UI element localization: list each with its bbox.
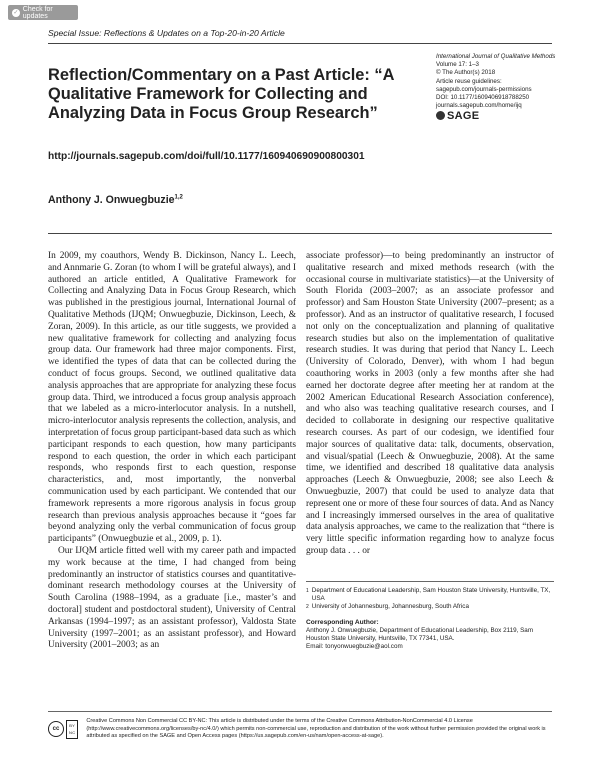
affiliation-number: 1	[306, 588, 309, 594]
journal-reuse: Article reuse guidelines:	[436, 77, 502, 85]
publisher-logo	[436, 111, 566, 120]
journal-volume: Volume 17: 1–3	[436, 61, 480, 69]
journal-home[interactable]: journals.sagepub.com/home/ijq	[436, 102, 522, 110]
footnote-divider	[306, 581, 554, 582]
sage-logo-icon	[436, 111, 445, 120]
affiliation-number: 2	[306, 604, 309, 611]
check-icon: ✓	[13, 9, 19, 16]
journal-permissions[interactable]: sagepub.com/journals-permissions	[436, 85, 532, 93]
affiliation	[306, 603, 554, 611]
publisher-name: SAGE	[447, 109, 480, 122]
corresponding-text: Anthony J. Onwuegbuzie, Department of Educational Leadership, Box 2119, Sam Houston State University, Huntsville, TX 77341, USA.	[306, 626, 534, 643]
article-title: Reflection/Commentary on a Past Article: “A Qualitative Framework for Collecting and Analyzing Data in Focus Group Research”	[48, 66, 394, 122]
paragraph: associate professor)—to being predominantly an instructor of qualitative research and mixed methods research (with the occasional course in multivariate statistics)—at the University of South Florida (2003–2007; as an associate professor and professor) and Sam Houston State University (2007–present; as a professor). And as an instructor of qualitative research, I focused not only on the conceptualization and planning of qualitative research studies but also on the implementation of qualitative research studies. It was during that period that Nancy L. Leech (University of Colorado, Denver), with whom I had begun coauthoring works in 2003 (only a few months after she had earned her doctorate degree after meeting her at random at the 2002 American Educational Research Association conference), and who also was teaching qualitative research courses, and I decided to collaborate in designing our respective qualitative research courses. As part of our codesign, we identified four major sources of qualitative data: talk, documents, observation, and visual/spatial (Leech & Onwuegbuzie, 2008). At the same time, we identified and described 18 qualitative data analysis approaches (Leech & Onwuegbuzie, 2008; see also Leech & Onwuegbuzie, 2007) that could be used to analyze data that represent one or more of these four sources of data. And as Nancy and I increasingly immersed ourselves in the area of qualitative data analysis approaches, we came to the realization that “there is very little specific information regarding how to analyze focus group data . . . or	[306, 251, 554, 556]
article-url[interactable]: http://journals.sagepub.com/doi/full/10.1177/160940690900800301	[48, 151, 365, 162]
cc-by-label: BY	[69, 722, 76, 728]
check-for-updates-label: Check for updates	[22, 5, 53, 20]
license-divider	[48, 711, 552, 712]
cc-icon: cc	[48, 721, 64, 737]
affiliation-text: University of Johannesburg, Johannesburg, South Africa	[311, 603, 469, 611]
journal-meta	[436, 53, 566, 120]
affiliation	[306, 587, 554, 603]
affiliation-text: Department of Educational Leadership, Sam Houston State University, Huntsville, TX, USA	[311, 587, 551, 603]
corresponding-heading: Corresponding Author:	[306, 618, 379, 626]
author-affiliation-sup: 1,2	[174, 194, 183, 201]
license-text: Creative Commons Non Commercial CC BY-NC: This article is distributed under the terms of the Creative Commons Attribution-NonCommercial 4.0 License (http://www.creativecommons.org/licenses/by-nc/4.0/) which permits non-commercial use, reproduction and distribution of the work without further permission provided the original work is attributed as specified on the SAGE and Open Access pages (https://us.sagepub.com/en-us/nam/open-access-at-sage).	[86, 718, 546, 740]
header-divider	[48, 43, 552, 44]
journal-doi[interactable]: DOI: 10.1177/1609406918788250	[436, 94, 530, 102]
cc-nc-label: NC	[69, 730, 76, 736]
author-name: Anthony J. Onwuegbuzie	[48, 194, 175, 206]
check-for-updates-badge[interactable]	[8, 5, 78, 20]
corresponding-email[interactable]: Email: tonyonwuegbuzie@aol.com	[306, 643, 403, 651]
license-block	[48, 718, 552, 741]
paragraph: Our IJQM article fitted well with my career path and impacted my work because at the time, I had changed from being predominantly an instructor of statistics courses and quantitative-dominant research methodology courses at the University of South Carolina (1988–1994, as a graduate [i.e., master’s and doctoral] student and postdoctoral student), University of Central Arkansas (1994–1997; as an assistant professor), Valdosta State University (1997–2001; as an assistant professor), and Howard University (2001–2003; as an	[48, 545, 296, 651]
paragraph: In 2009, my coauthors, Wendy B. Dickinson, Nancy L. Leech, and Annmarie G. Zoran (to whom I will be grateful always), and I authored an article entitled, A Qualitative Framework for Collecting and Analyzing Data in Focus Group Research, which was published in the prestigious journal, International Journal of Qualitative Methods (IJQM; Onwuegbuzie, Dickinson, Leech, & Zoran, 2009). In this article, as our title suggests, we provided a new qualitative framework for collecting and analyzing focus group data. Our framework had three major components. First, we identified the types of data that can be collected during the conduct of focus groups. Second, we outlined qualitative data analysis approaches that are appropriate for analyzing these focus group data. Third, we introduced a focus group analysis approach that we labeled as a micro-interlocutor analysis. In a nutshell, micro-interlocutor analysis represents the collection, analysis, and interpretation of focus group participant-based data such as which participant responds to each question, how many participants respond to each question, the order in which each participant responds, who responds first to each question, response characteristics, and, most importantly, the nonverbal communication used by each participant. We contended that our framework represents a more rigorous analysis in focus group research than previous analysis approaches because it “goes far beyond analyzing only the verbal communication of focus group participants” (Onwuegbuzie et al., 2009, p. 1).	[48, 251, 296, 545]
title-divider	[48, 233, 552, 234]
cc-badge	[48, 718, 78, 741]
journal-title: International Journal of Qualitative Methods	[436, 53, 556, 60]
cc-by-nc-icon	[66, 720, 78, 739]
body-column-left	[48, 251, 296, 652]
journal-copyright: © The Author(s) 2018	[436, 69, 496, 77]
footnotes	[306, 587, 554, 651]
author-line	[48, 194, 183, 206]
body-column-right	[306, 251, 554, 558]
special-issue-label: Special Issue: Reflections & Updates on a Top-20-in-20 Article	[48, 28, 285, 38]
